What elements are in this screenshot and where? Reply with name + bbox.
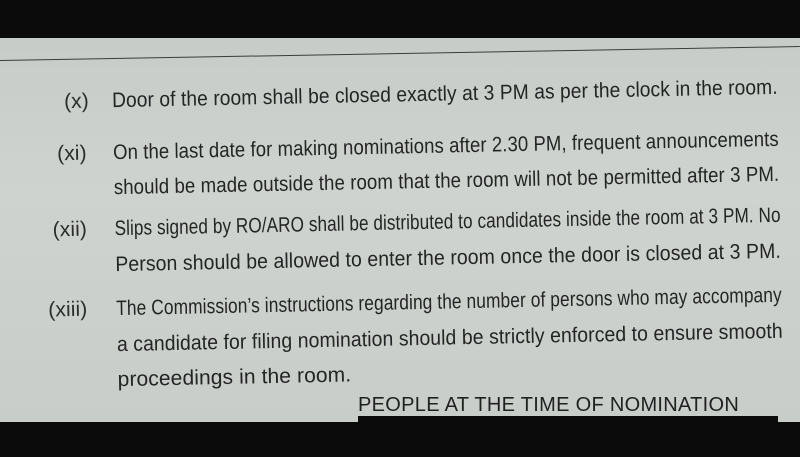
item-text-line: On the last date for making nominations after 2.30 PM, frequent announcements <box>112 127 779 165</box>
item-text-line: Door of the room shall be closed exactly at 3 PM as per the clock in the room. <box>111 75 778 113</box>
item-number: (x) <box>63 89 90 114</box>
item-text-line: proceedings in the room. <box>117 363 352 392</box>
document-page <box>0 38 800 422</box>
item-text-line: Person should be allowed to enter the room once the door is closed at 3 PM. <box>115 239 782 277</box>
section-heading: PEOPLE AT THE TIME OF NOMINATION <box>358 394 740 416</box>
item-number: (xiii) <box>48 297 88 322</box>
item-number: (xi) <box>56 141 87 166</box>
instruction-list <box>0 38 800 422</box>
item-text-line: a candidate for filing nomination should be strictly enforced to ensure smooth <box>116 319 783 357</box>
item-number: (xii) <box>52 217 88 242</box>
item-text-line: should be made outside the room that the room will not be permitted after 3 PM. <box>113 162 780 200</box>
item-text-line: The Commission’s instructions regarding the number of persons who may accompany <box>116 283 782 321</box>
next-section-heading-cutoff <box>358 394 778 422</box>
bottom-border-mask <box>358 416 778 422</box>
item-text-line: Slips signed by RO/ARO shall be distributed to candidates inside the room at 3 PM. No <box>114 203 781 241</box>
